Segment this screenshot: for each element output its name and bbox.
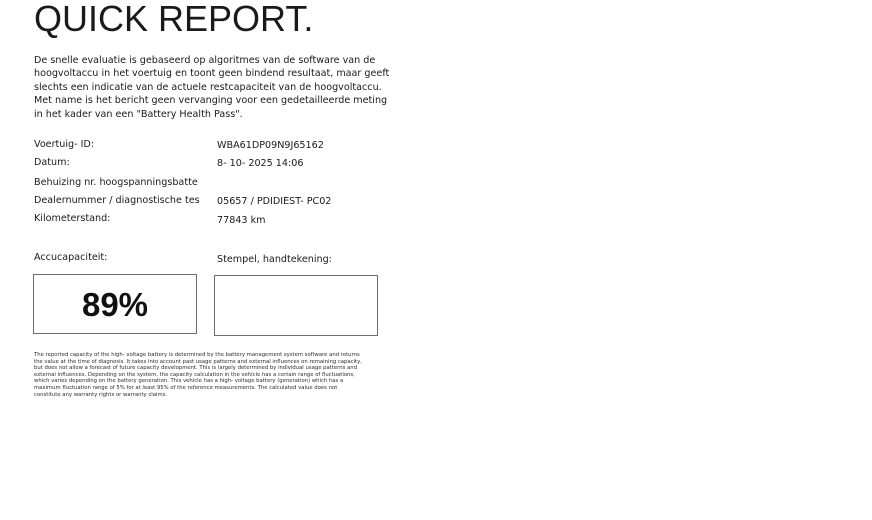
disclaimer-line: external influences. Depending on the system, the capacity calculation in the vehicle has a certain range of fluctuations, [34, 371, 355, 378]
report-title: QUICK REPORT. [34, 0, 314, 39]
intro-line: slechts een indicatie van de actuele restcapaciteit van de hoogvoltaccu. [34, 81, 382, 93]
intro-line: in het kader van een "Battery Health Pass". [34, 108, 243, 120]
mileage-label: Kilometerstand: [34, 213, 111, 224]
disclaimer-line: the value at the time of diagnosis. It takes into account past usage patterns and external influences on remaining capacity, [34, 358, 362, 365]
disclaimer-line: constitute any warranty rights or warranty claims. [34, 391, 168, 398]
disclaimer-text [34, 352, 384, 398]
battery-housing-label: Behuizing nr. hoogspanningsbatte [34, 177, 198, 188]
intro-paragraph [34, 54, 390, 121]
disclaimer-line: maximum fluctuation range of 5% for at least 95% of the reference measurements. The calculated value does not [34, 384, 338, 391]
date-value: 8- 10- 2025 14:06 [217, 158, 304, 169]
intro-line: De snelle evaluatie is gebaseerd op algoritmes van de software van de [34, 55, 376, 66]
disclaimer-line: which varies depending on the battery generation. This vehicle has a high- voltage battery (generation) which has a [34, 378, 344, 385]
disclaimer-line: but does not allow a forecast of future capacity development. This is largely determined by individual usage patterns and [34, 365, 358, 372]
capacity-label: Accucapaciteit: [34, 252, 108, 263]
disclaimer-line: The reported capacity of the high- voltage battery is determined by the battery management system software and returns [34, 352, 360, 358]
date-label: Datum: [34, 157, 70, 168]
capacity-value: 89% [81, 286, 149, 323]
dealer-number-value: 05657 / PDIDIEST- PC02 [217, 196, 332, 207]
stamp-signature-box [214, 275, 378, 336]
capacity-box [33, 274, 197, 334]
mileage-value: 77843 km [217, 215, 266, 226]
vehicle-id-label: Voertuig- ID: [34, 139, 95, 150]
stamp-label: Stempel, handtekening: [217, 254, 332, 265]
intro-line: Met name is het bericht geen vervanging voor een gedetailleerde meting [34, 95, 388, 107]
dealer-number-label: Dealernummer / diagnostische tes [34, 195, 200, 206]
intro-line: hoogvoltaccu in het voertuig en toont geen bindend resultaat, maar geeft [34, 68, 390, 80]
vehicle-id-value: WBA61DP09N9J65162 [217, 140, 324, 151]
